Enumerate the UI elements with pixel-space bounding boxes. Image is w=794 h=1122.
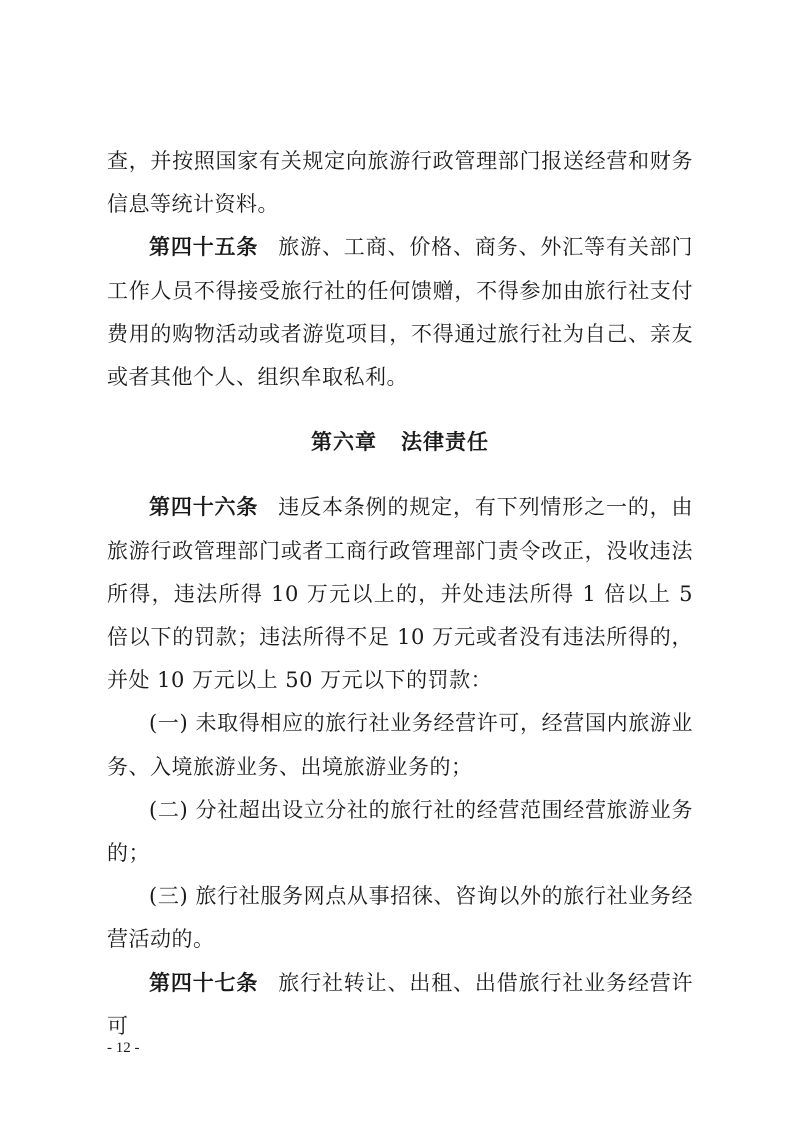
list-item-text: (二) 分社超出设立分社的旅行社的经营范围经营旅游业务的； xyxy=(107,797,693,866)
list-item-1 xyxy=(107,702,693,788)
chapter-heading xyxy=(107,421,693,464)
chapter-title: 法律责任 xyxy=(401,430,489,455)
list-item-3 xyxy=(107,875,693,961)
article-number: 第四十五条 xyxy=(149,235,259,260)
article-46 xyxy=(107,486,693,702)
article-number: 第四十七条 xyxy=(149,970,259,995)
list-item-text: (一) 未取得相应的旅行社业务经营许可，经营国内旅游业务、入境旅游业务、出境旅游业务的； xyxy=(107,711,693,779)
article-text: 旅游、工商、价格、商务、外汇等有关部门工作人员不得接受旅行社的任何馈赠，不得参加由旅行社支付费用的购物活动或者游览项目，不得通过旅行社为自己、亲友或者其他个人、组织牟取私利。 xyxy=(107,235,694,390)
page-number: - 12 - xyxy=(107,1040,140,1056)
paragraph-continuation xyxy=(107,140,693,226)
list-item-2 xyxy=(107,789,693,875)
list-item-text: (三) 旅行社服务网点从事招徕、咨询以外的旅行社业务经营活动的。 xyxy=(107,884,693,952)
document-body xyxy=(107,140,693,1048)
article-47 xyxy=(107,962,693,1048)
article-45 xyxy=(107,226,693,399)
article-text: 旅行社转让、出租、出借旅行社业务经营许可 xyxy=(107,970,694,1038)
article-text: 违反本条例的规定，有下列情形之一的，由旅游行政管理部门或者工商行政管理部门责令改正，没收违法所得，违法所得 10 万元以上的，并处违法所得 1 倍以上 5 倍以下的罚款；违法所得不足 10 万元或者没有违法所得的，并处 10 万元以上 50 万元以下的罚款： xyxy=(107,495,694,693)
article-number: 第四十六条 xyxy=(149,495,259,520)
chapter-number: 第六章 xyxy=(311,430,377,455)
paragraph-text: 查，并按照国家有关规定向旅游行政管理部门报送经营和财务信息等统计资料。 xyxy=(107,149,693,217)
